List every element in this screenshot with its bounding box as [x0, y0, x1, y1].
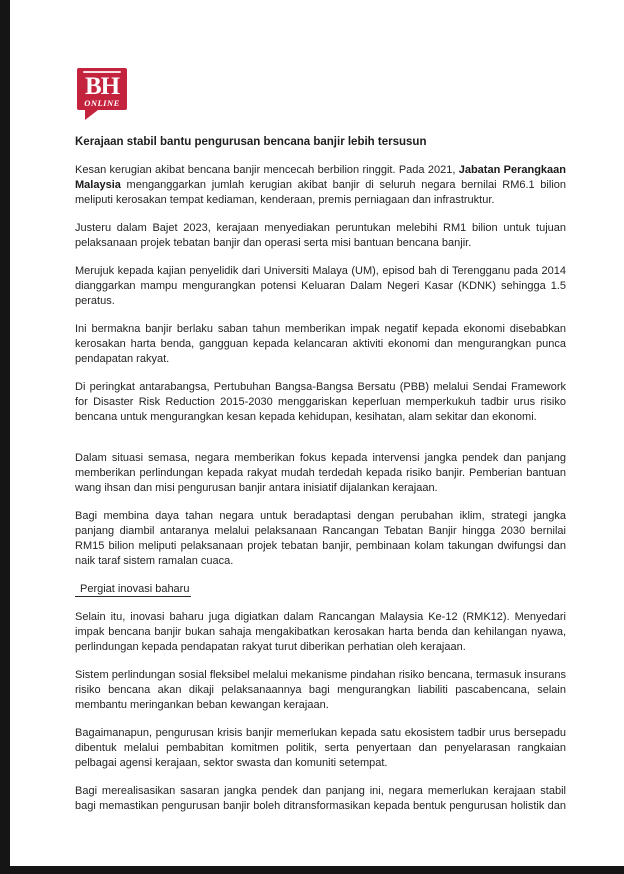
paragraph-6: Dalam situasi semasa, negara memberikan fokus kepada intervensi jangka pendek dan panjang memberikan perlindungan kepada rakyat mudah terdedah kepada risiko banjir. Pemberian bantuan wang ihsan dan misi pengurusan banjir antara inisiatif dijalankan kerajaan.	[75, 452, 566, 494]
logo-speech-tail-icon	[85, 110, 98, 120]
paragraph-1-text: Kesan kerugian akibat bencana banjir mencecah berbilion ringgit. Pada 2021,	[75, 164, 459, 176]
paragraph-4: Ini bermakna banjir berlaku saban tahun memberikan impak negatif kepada ekonomi disebabkan kerosakan harta benda, gangguan kepada kelancaran aktiviti ekonomi dan mengurangkan punca pendapatan rakyat.	[75, 323, 566, 365]
paragraph-3: Merujuk kepada kajian penyelidik dari Universiti Malaya (UM), episod bah di Terengganu pada 2014 dianggarkan mampu mengurangkan potensi Keluaran Dalam Negeri Kasar (KDNK) sehingga 1.5 peratus.	[75, 265, 566, 307]
paragraph-10: Bagaimanapun, pengurusan krisis banjir memerlukan kepada satu ekosistem tadbir urus bersepadu dibentuk melalui pembabitan komitmen politik, serta penyertaan dan penyelarasan rangkaian pelbagai agensi kerajaan, sektor swasta dan komuniti setempat.	[75, 727, 566, 769]
section-subheading-text: Pergiat inovasi baharu	[75, 583, 191, 597]
paragraph-1-bold-phrase: Jabatan Perangkaan Malaysia	[75, 164, 566, 191]
article-content	[75, 0, 566, 814]
bh-online-logo	[75, 64, 566, 118]
scan-edge-left	[0, 0, 10, 874]
paragraph-5: Di peringkat antarabangsa, Pertubuhan Bangsa-Bangsa Bersatu (PBB) melalui Sendai Framework for Disaster Risk Reduction 2015-2030 menggariskan keperluan memperkukuh tadbir urus risiko bencana untuk mengurangkan kesan kepada kehidupan, kesihatan, alam sekitar dan ekonomi.	[75, 381, 566, 423]
paragraph-1	[75, 163, 566, 208]
scan-edge-bottom	[0, 866, 624, 874]
paragraph-8: Selain itu, inovasi baharu juga digiatkan dalam Rancangan Malaysia Ke-12 (RMK12). Menyedari impak bencana banjir bukan sahaja mengakibatkan kerosakan harta benda dan kehilangan nyawa, perlindungan kepada pendapatan rakyat turut diberikan perhatian oleh kerajaan.	[75, 611, 566, 653]
logo-sub-text: ONLINE	[84, 98, 120, 108]
logo-box	[77, 68, 127, 110]
paragraph-1-text-cont: menganggarkan jumlah kerugian akibat banjir di seluruh negara bernilai RM6.1 bilion meliputi kerosakan tempat kediaman, kenderaan, premis perniagaan dan infrastruktur.	[75, 179, 566, 206]
logo-main-text: BH	[84, 73, 120, 100]
section-subheading	[75, 582, 566, 597]
paragraph-11-truncated: Bagi merealisasikan sasaran jangka pendek dan panjang ini, negara memerlukan kerajaan stabil bagi memastikan pengurusan banjir boleh ditransformasikan kepada bentuk pengurusan holistik dan	[75, 785, 566, 812]
paragraph-2: Justeru dalam Bajet 2023, kerajaan menyediakan peruntukan melebihi RM1 bilion untuk tujuan pelaksanaan projek tebatan banjir dan operasi serta misi bantuan bencana banjir.	[75, 222, 566, 249]
article-headline: Kerajaan stabil bantu pengurusan bencana banjir lebih tersusun	[75, 136, 427, 148]
paragraph-7: Bagi membina daya tahan negara untuk beradaptasi dengan perubahan iklim, strategi jangka panjang diambil antaranya melalui pelaksanaan Rancangan Tebatan Banjir hingga 2030 bernilai RM15 bilion meliputi pelaksanaan projek tebatan banjir, pembinaan kolam takungan dwifungsi dan naik taraf sistem ramalan cuaca.	[75, 510, 566, 567]
paragraph-9: Sistem perlindungan sosial fleksibel melalui mekanisme pindahan risiko bencana, termasuk insurans risiko bencana akan dikaji pelaksanaannya bagi mengurangkan liabiliti pascabencana, selain membantu meringankan beban kewangan kerajaan.	[75, 669, 566, 711]
